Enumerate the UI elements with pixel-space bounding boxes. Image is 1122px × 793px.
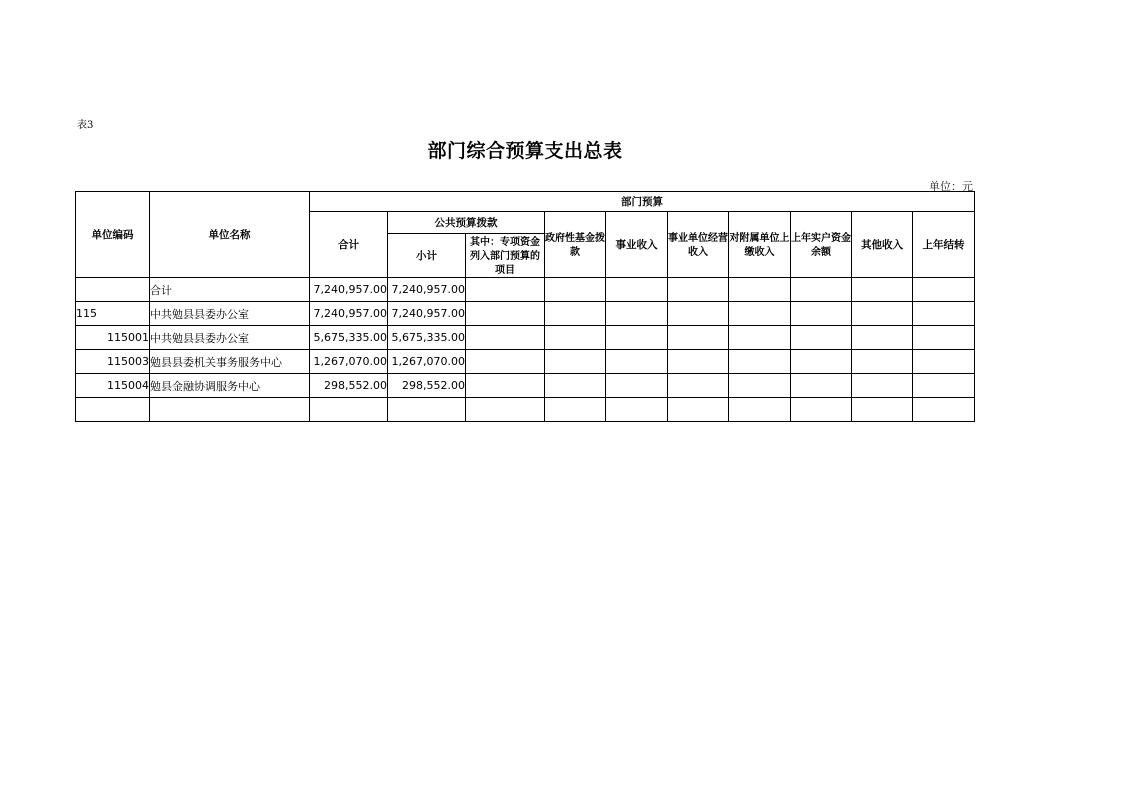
header-prior-balance [791, 212, 852, 278]
unit-name-cell: 勉县县委机关事务服务中心 [150, 350, 310, 374]
prior-carryover-cell [913, 398, 975, 422]
gov-fund-cell [545, 398, 606, 422]
special-funds-cell [466, 278, 545, 302]
other-income-cell [852, 326, 913, 350]
prior-balance-cell [791, 398, 852, 422]
subtotal-cell [388, 398, 466, 422]
business-income-cell [606, 374, 668, 398]
unit-name-cell: 勉县金融协调服务中心 [150, 374, 310, 398]
table-row [76, 278, 975, 302]
total-cell: 298,552.00 [310, 374, 388, 398]
affiliated-remit-cell [729, 302, 791, 326]
prior-carryover-cell [913, 302, 975, 326]
business-operating-cell [668, 398, 729, 422]
prior-balance-cell [791, 326, 852, 350]
business-income-cell [606, 326, 668, 350]
gov-fund-cell [545, 374, 606, 398]
subtotal-cell: 1,267,070.00 [388, 350, 466, 374]
special-funds-cell [466, 398, 545, 422]
budget-table [75, 191, 975, 422]
header-special-funds-label: 其中：专项资金列入部门预算的项目 [470, 236, 540, 276]
affiliated-remit-cell [729, 326, 791, 350]
business-income-cell [606, 302, 668, 326]
header-unit-name: 单位名称 [150, 192, 310, 278]
header-prior-balance-label: 上年实户资金余额 [791, 232, 851, 258]
unit-name-cell: 合计 [150, 278, 310, 302]
business-operating-cell [668, 326, 729, 350]
total-cell [310, 398, 388, 422]
header-business-operating-label: 事业单位经营收入 [668, 232, 728, 258]
unit-code-cell: 115004 [76, 374, 150, 398]
table-number: 表3 [77, 120, 94, 131]
unit-label: 单位：元 [929, 180, 973, 193]
prior-carryover-cell [913, 350, 975, 374]
header-special-funds [466, 234, 545, 278]
unit-code-cell: 115001 [76, 326, 150, 350]
table-row [76, 398, 975, 422]
special-funds-cell [466, 374, 545, 398]
header-business-income: 事业收入 [606, 212, 668, 278]
prior-balance-cell [791, 350, 852, 374]
other-income-cell [852, 374, 913, 398]
subtotal-cell: 7,240,957.00 [388, 302, 466, 326]
business-operating-cell [668, 374, 729, 398]
other-income-cell [852, 278, 913, 302]
subtotal-cell: 298,552.00 [388, 374, 466, 398]
special-funds-cell [466, 326, 545, 350]
table-row [76, 326, 975, 350]
header-affiliated-remit-label: 对附属单位上缴收入 [729, 232, 790, 258]
prior-carryover-cell [913, 374, 975, 398]
unit-code-cell [76, 278, 150, 302]
subtotal-cell: 5,675,335.00 [388, 326, 466, 350]
table-row [76, 374, 975, 398]
business-operating-cell [668, 302, 729, 326]
prior-balance-cell [791, 302, 852, 326]
total-cell: 7,240,957.00 [310, 278, 388, 302]
gov-fund-cell [545, 302, 606, 326]
header-prior-carryover: 上年结转 [913, 212, 975, 278]
gov-fund-cell [545, 326, 606, 350]
prior-carryover-cell [913, 278, 975, 302]
total-cell: 5,675,335.00 [310, 326, 388, 350]
other-income-cell [852, 302, 913, 326]
table-row [76, 350, 975, 374]
total-cell: 1,267,070.00 [310, 350, 388, 374]
unit-code-cell: 115 [76, 302, 150, 326]
affiliated-remit-cell [729, 278, 791, 302]
header-unit-code: 单位编码 [76, 192, 150, 278]
unit-name-cell: 中共勉县县委办公室 [150, 326, 310, 350]
header-gov-fund-label: 政府性基金拨款 [545, 232, 605, 258]
prior-carryover-cell [913, 326, 975, 350]
header-business-operating [668, 212, 729, 278]
other-income-cell [852, 398, 913, 422]
business-operating-cell [668, 278, 729, 302]
gov-fund-cell [545, 350, 606, 374]
unit-name-cell: 中共勉县县委办公室 [150, 302, 310, 326]
business-income-cell [606, 350, 668, 374]
total-cell: 7,240,957.00 [310, 302, 388, 326]
header-affiliated-remit [729, 212, 791, 278]
special-funds-cell [466, 350, 545, 374]
subtotal-cell: 7,240,957.00 [388, 278, 466, 302]
affiliated-remit-cell [729, 374, 791, 398]
header-subtotal: 小计 [388, 234, 466, 278]
prior-balance-cell [791, 278, 852, 302]
gov-fund-cell [545, 278, 606, 302]
business-operating-cell [668, 350, 729, 374]
table-row [76, 302, 975, 326]
header-gov-fund [545, 212, 606, 278]
affiliated-remit-cell [729, 398, 791, 422]
header-other-income: 其他收入 [852, 212, 913, 278]
business-income-cell [606, 278, 668, 302]
page-title: 部门综合预算支出总表 [427, 140, 623, 162]
special-funds-cell [466, 302, 545, 326]
header-public-allocation: 公共预算拨款 [388, 212, 545, 234]
header-total: 合计 [310, 212, 388, 278]
business-income-cell [606, 398, 668, 422]
affiliated-remit-cell [729, 350, 791, 374]
unit-code-cell [76, 398, 150, 422]
unit-name-cell [150, 398, 310, 422]
unit-code-cell: 115003 [76, 350, 150, 374]
other-income-cell [852, 350, 913, 374]
header-dept-budget: 部门预算 [310, 192, 975, 212]
prior-balance-cell [791, 374, 852, 398]
